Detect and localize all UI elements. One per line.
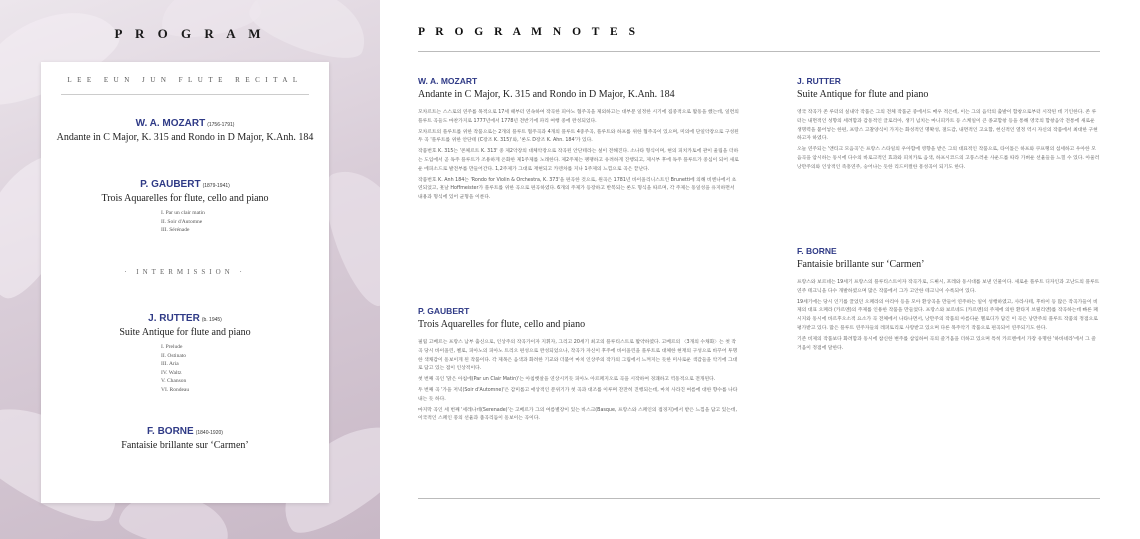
program-card [41, 62, 329, 503]
work-title: Trois Aquarelles for flute, cello and piano [101, 193, 269, 204]
movement-item: VI. Rondeau [161, 386, 190, 393]
movement-item: I. Par un clair matin [161, 210, 205, 216]
note-composer: W. A. MOZART [418, 76, 478, 86]
note-composer: F. BORNE [797, 246, 837, 256]
movement-item: III. Aria [161, 361, 179, 367]
note-paragraph: 모차르트는 스스로의 연주를 목적으로 17세 때부터 연속하여 작곡한 피아노 협주곡을 제외하고는 대부분 일정한 시기에 집중적으로 활동을 했는데, 일련의 플루트 곡들도 마찬가지로 1777년에서 1778년 전반기에 파리 여행 중에 완성되었다. [418, 110, 739, 124]
program-title: P R O G R A M [114, 26, 266, 41]
intermission-label: · INTERMISSION · [124, 268, 246, 276]
movement-item: III. Sérénade [161, 227, 190, 233]
composer-name: W. A. MOZART (1756-1791) [135, 118, 235, 129]
note-composer: J. RUTTER [797, 76, 841, 86]
note-paragraph: 두 번째 곡 '가을 저녁(Soir d'Automne)'은 감미롭고 애상적인 분위기가 첫 곡과 대조를 이루며 잔잔히 진행되는데, 마치 사라진 여름에 대한 향수를 나타내는 듯 하다. [418, 387, 738, 402]
divider [418, 51, 1100, 52]
program-piece-gaubert [41, 179, 329, 235]
movement-item: IV. Waltz [161, 369, 182, 376]
movement-list [41, 343, 329, 394]
note-gaubert [418, 306, 740, 426]
note-body [797, 279, 1100, 353]
composer-years: (1756-1791) [207, 122, 235, 128]
composer-years: (1840-1920) [195, 430, 223, 436]
note-work-title: Trois Aquarelles for flute, cello and piano [418, 319, 586, 330]
movement-item: V. Chanson [161, 378, 187, 384]
note-body [418, 109, 740, 203]
note-mozart [418, 76, 740, 205]
note-body [797, 109, 1100, 173]
program-notes-title: P R O G R A M N O T E S [418, 26, 639, 38]
note-paragraph: 작품번호 K. 315는 '콘체르트 K. 313' 중 제2악장의 대체악장으로 작곡된 안단테라는 설이 전해진다. 소나타 형식이며, 현의 피치카토에 관이 울림을 더하는 도입에서 곧 독주 플루트가 조용하게 온화한 제1주제를 노래한다. 제2주제는 팽팽하고 유려하게 진행되고, 제시부 후에 독주 플루트가 중심이 되어 새로운 에피소드로 발전부를 만들어간다. 1,2주제가 그대로 재현되고 카덴차를 지나 1주제의 느낌으로 곡은 끝난다. [418, 149, 739, 172]
note-rutter [797, 76, 1100, 175]
note-paragraph: 첫 번째 곡인 '맑은 아침에(Par un Clair Matin)'는 아침햇살을 연상시키듯 피아노 아르페지오로 곡을 시작하여 경쾌하고 역동적으로 전개된다. [418, 377, 716, 383]
composer-name: F. BORNE (1840-1920) [147, 426, 223, 437]
note-work-title: Fantaisie brillante sur ‘Carmen’ [797, 259, 925, 270]
divider [418, 498, 1100, 499]
note-work-title: Andante in C Major, K. 315 and Rondo in D Major, K.Anh. 184 [418, 89, 675, 100]
work-title: Suite Antique for flute and piano [119, 327, 251, 338]
composer-name: J. RUTTER (b. 1945) [148, 313, 222, 324]
note-body [418, 339, 740, 424]
work-title: Fantaisie brillante sur ‘Carmen’ [121, 440, 249, 451]
program-piece-mozart [41, 118, 329, 143]
program-piece-rutter [41, 313, 329, 394]
note-paragraph: 필립 고베르는 프랑스 남부 출신으로, 인상주의 작곡가이자 지휘자, 그리고 20세기 최고의 플루티스트로 활약하였다. 고베르의 〈3개의 수채화〉는 첫 작곡 당시 바이올린, 첼로, 피아노의 피아노 트리오 편성으로 완성되었으나, 작곡가 자신이 후주에 바이올린을 플루트로 대체한 현재의 구성으로 바꾸어 투명한 색채감이 돋보이게 된 작품이다. 각 제목은 음색과 화려한 기교와 더불어 마치 인상주의 작가의 그림에서 느껴지는 듯한 미사로운 색감들을 악기에 그대로 담고 있는 점이 인상적이다. [418, 340, 738, 372]
movement-item: I. Prelude [161, 344, 183, 350]
note-paragraph: 모차르트의 플루트를 위한 작품으로는 2개의 플루트 협주곡과 4개의 플루트 4중주곡, 플루트와 하프를 위한 협주곡이 있으며, 미의에 단일악장으로 구성된 두 곡 '플루트를 위한 안단테 (C장조 K. 315)'와, '론도 D장조 K. Ahn. 184'가 있다. [418, 129, 739, 144]
note-paragraph: 19세기에는 당시 인기를 끌었던 오페라의 아리아 등을 모아 환상곡을 만들어 연주하는 일이 성행하였고, 사라사테, 후바이 등 많은 작곡가들이 비제의 대표 오페라 (카르멘)의 주제를 인용한 작품을 만들었다. 프랑스와 보르네도 (카르멘)의 주제에 의한 환타지 브릴리앤)를 작곡하는데 빠른 패시지와 동시에 바르후오소적 요소가 곡 전체에서 나타나면서, 낭만주의 작품의 아름다운 멜로디가 담긴 이 곡은 낭만주의 플루트 작품의 정점으로 평가받고 있다. 많은 플루트 연주자들의 레퍼토리로 사랑받고 있으며 다른 목주악기 작품으로 편곡되어 연주되기도 한다. [797, 299, 1098, 331]
divider [61, 94, 309, 95]
note-borne [797, 246, 1100, 355]
note-paragraph: 오늘 연주되는 '앤티크 모음곡'은 프랑스 스타일의 우아함에 영향을 받은 그의 대표적인 작품으로, 타이틀은 하프와 쿠프랭의 섬세하고 우아한 모음곡을 암시하는 동시에 다수의 바로크적인 효과와 피치카토 음색, 하프시코드의 고풍스러운 사운드를 따라 가벼운 선율들을 느낄 수 있다. 아울러 낭만주의와 인상적인 즉흥연주, 숭어나는 듯한 리드미컬한 흥성곡이 되기도 한다. [797, 147, 1100, 170]
note-paragraph: 프랑스와 보르네는 19세기 프랑스의 플루티스트이자 작곡가로, 드뷔시, 포레와 동시대를 보낸 인물이다. 새로운 플루트 디자인과 고난도의 플루트 연주 테크닉을 다수 개발하였으며 많은 작품에서 그가 고안한 테크닉이 수록되어 있다. [797, 280, 1100, 294]
recital-title: LEE EUN JUN FLUTE RECITAL [67, 76, 303, 84]
program-panel [0, 0, 380, 539]
note-composer: P. GAUBERT [418, 306, 470, 316]
note-paragraph: 작품번호 K. Anh 184는 'Rondo for Violin & Orchestra, K. 373'을 편곡한 것으로, 원곡은 1781년 바이올리니스트인 Brunetti에 의해 비엔나에서 초연되었고, 훗날 Hoffmeister가 플루트를 위한 곡으로 편곡하였다. 6개의 주제가 등장하고 반복되는 론도 형식을 따르며, 각 주제는 동일성을 유지하면서 내용과 형식에 있어 균형을 이룬다. [418, 177, 737, 201]
work-title: Andante in C Major, K. 315 and Rondo in D Major, K.Anh. 184 [56, 132, 314, 143]
note-paragraph: 영국 작곡가 존 루터의 실내악 작품은 그의 전체 작품군 중에서도 매우 적은데, 이는 그의 음악의 출발이 합창으로부터 시작된 데 기인한다. 존 루터는 내면적인 성향의 세려함과 감동적인 글로리아, 생기 넘치는 마니피카트 등 스케일이 큰 종교합창 등을 통해 영국의 합창음악 전통에 새로운 생명력을 불어넣는 한편, 프랑스 고찰양식이 가지는 화성적인 명확성, 절도감, 내면적인 고요함, 헌신적인 열정 역시 자신의 작품에서 최대한 구현하고자 하였다. [797, 110, 1098, 142]
composer-years: (1879-1941) [202, 183, 230, 189]
composer-name: P. GAUBERT (1879-1941) [140, 179, 230, 190]
movement-item: II. Ostinato [161, 352, 187, 359]
movement-item: II. Soir d'Automne [161, 218, 203, 225]
note-work-title: Suite Antique for flute and piano [797, 89, 929, 100]
movement-list [41, 209, 329, 235]
note-paragraph: 마지막 곡인 세 번째 '세레나데(Serenade)'는 고베르가 그의 여름별장이 있는 바스크(Basque, 프랑스와 스페인의 접경지)에서 받은 느낌을 담고 있는데, 이국적인 스페인 풍의 선율과 춤곡리듬이 돋보이는 곡이다. [418, 407, 738, 422]
note-paragraph: 기존 비제의 작품보다 화려함과 동시에 참신한 변주를 삽입하여 곡의 즐거움을 더하고 있으며 특히 카르멘에서 가장 유명한 '하바네라'에서 그 즐거움이 정점에 달한다. [797, 336, 1096, 351]
program-piece-borne [41, 426, 329, 451]
composer-years: (b. 1945) [201, 317, 222, 323]
